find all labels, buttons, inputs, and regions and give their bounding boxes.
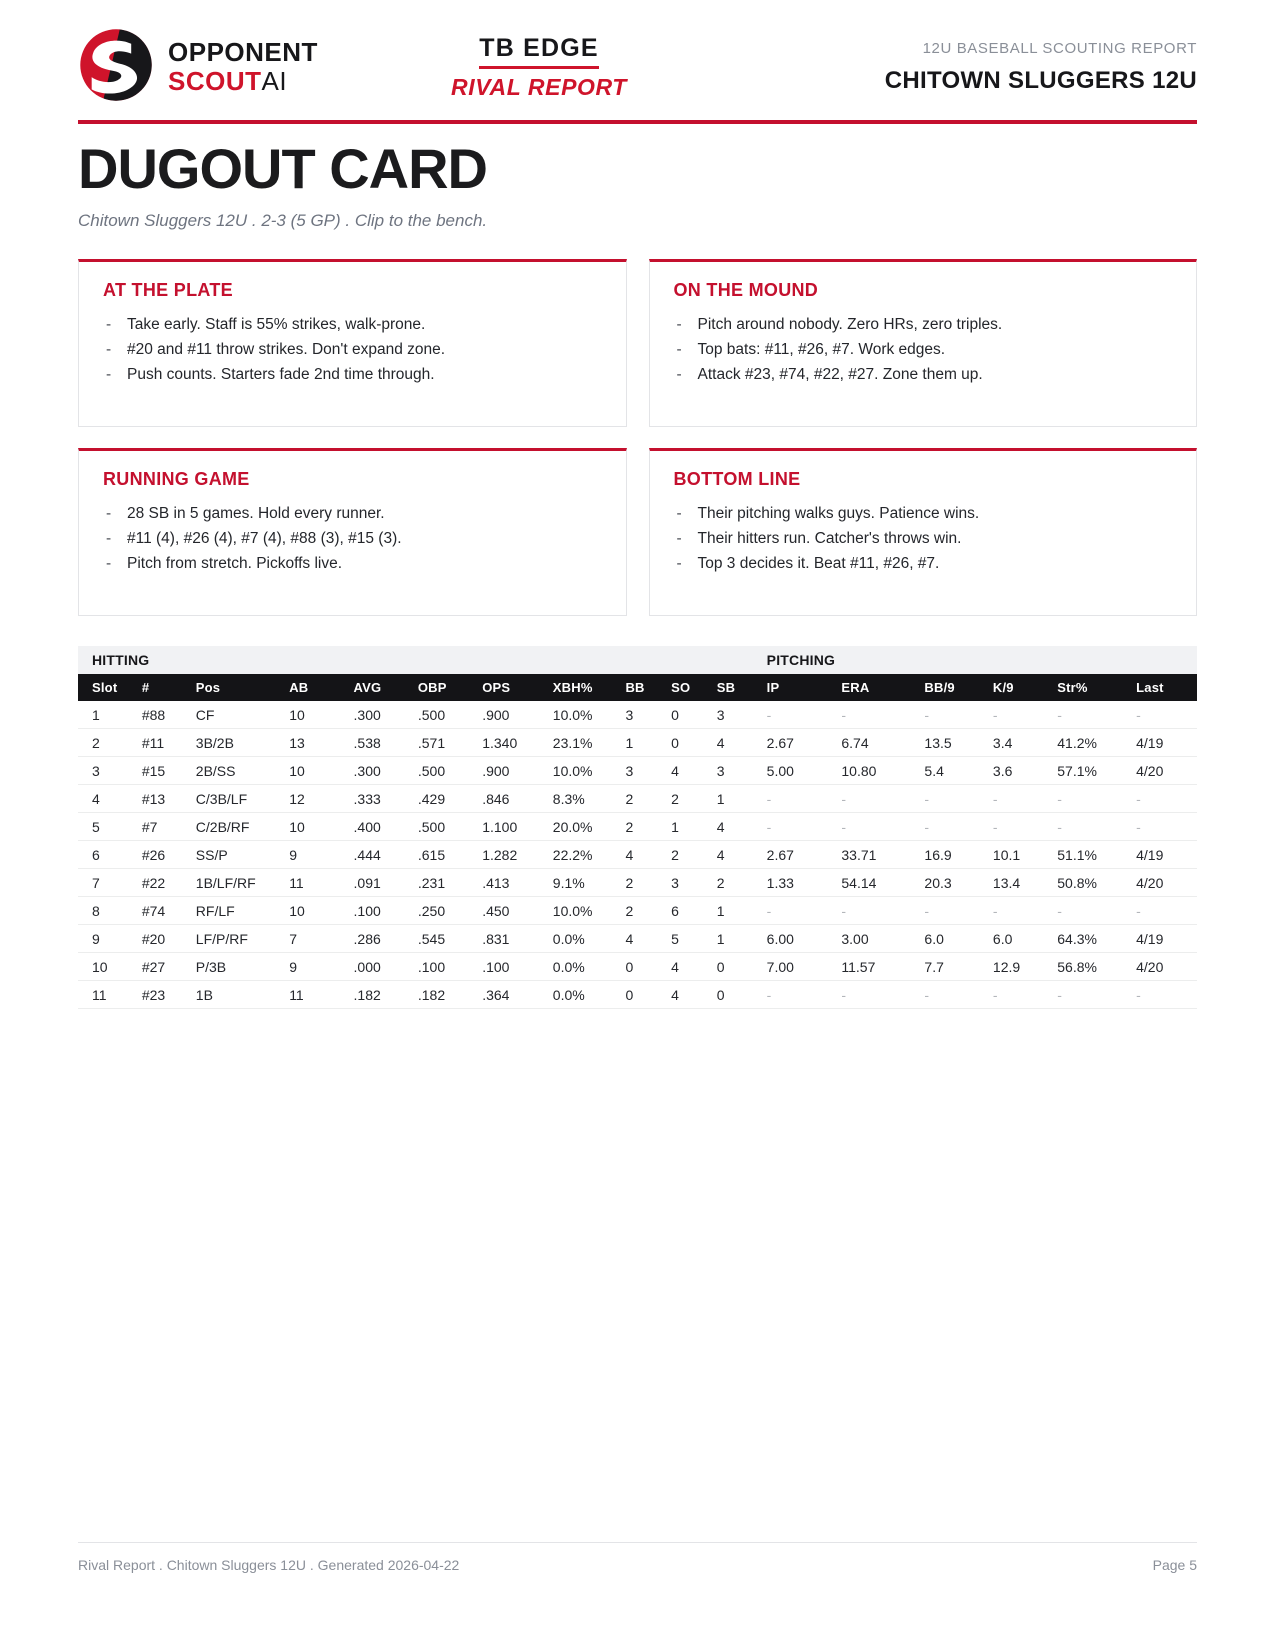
table-cell: 0	[657, 701, 703, 729]
table-cell: #15	[128, 757, 182, 785]
table-cell: 13.4	[979, 869, 1043, 897]
table-row	[78, 701, 1197, 729]
table-cell: .500	[404, 757, 468, 785]
bullet-dash-icon: -	[106, 366, 112, 384]
player-stats-table	[78, 646, 1197, 1010]
list-item-text: #20 and #11 throw strikes. Don't expand zone.	[127, 340, 446, 358]
table-cell: 1	[703, 897, 753, 925]
table-cell: 10	[275, 813, 339, 841]
table-cell: 0	[703, 981, 753, 1009]
table-cell: 4/19	[1122, 841, 1197, 869]
list-item-text: Take early. Staff is 55% strikes, walk-prone.	[127, 315, 426, 333]
table-cell: 56.8%	[1043, 953, 1122, 981]
table-cell: 0.0%	[539, 981, 612, 1009]
table-cell: .545	[404, 925, 468, 953]
table-cell: C/3B/LF	[182, 785, 275, 813]
table-cell: -	[1122, 981, 1197, 1009]
table-cell: 2	[657, 841, 703, 869]
table-cell: .000	[340, 953, 404, 981]
table-column-header-row	[78, 674, 1197, 701]
table-cell: 20.3	[910, 869, 979, 897]
table-cell: 3	[703, 757, 753, 785]
list-item-text: Top bats: #11, #26, #7. Work edges.	[697, 340, 946, 358]
stats-table-wrapper	[78, 646, 1197, 1010]
table-cell: 23.1%	[539, 729, 612, 757]
page-footer	[78, 1542, 1197, 1573]
card-bullet-list	[674, 501, 1175, 576]
table-cell: -	[1043, 897, 1122, 925]
table-cell: 4	[657, 757, 703, 785]
table-cell: -	[1043, 785, 1122, 813]
card-title: BOTTOM LINE	[673, 468, 801, 489]
table-cell: .100	[340, 897, 404, 925]
table-cell: #7	[128, 813, 182, 841]
table-column-header: Str%	[1043, 674, 1122, 701]
table-cell: 1	[703, 925, 753, 953]
card-bullet-list	[674, 312, 1175, 387]
bullet-dash-icon: -	[106, 315, 112, 333]
table-cell: .538	[340, 729, 404, 757]
table-cell: 8	[78, 897, 128, 925]
card-bullet-list	[103, 501, 604, 576]
table-cell: -	[910, 701, 979, 729]
list-item-text: Their pitching walks guys. Patience wins.	[697, 504, 980, 522]
report-team-name: CHITOWN SLUGGERS 12U	[884, 66, 1197, 94]
list-item-text: Pitch from stretch. Pickoffs live.	[127, 555, 343, 573]
card-title: AT THE PLATE	[103, 279, 233, 300]
table-cell: 5.00	[753, 757, 828, 785]
table-cell: 54.14	[827, 869, 910, 897]
table-column-header: Slot	[78, 674, 128, 701]
table-cell: 5.4	[910, 757, 979, 785]
table-cell: -	[910, 897, 979, 925]
table-cell: #11	[128, 729, 182, 757]
card-on-the-mound	[649, 259, 1198, 427]
table-cell: 3	[657, 869, 703, 897]
table-row	[78, 897, 1197, 925]
table-row	[78, 953, 1197, 981]
list-item-text: Attack #23, #74, #22, #27. Zone them up.	[697, 366, 983, 384]
brand-lockup	[78, 27, 408, 103]
table-cell: #74	[128, 897, 182, 925]
list-item	[103, 526, 604, 551]
table-cell: 2B/SS	[182, 757, 275, 785]
table-cell: 10	[275, 897, 339, 925]
table-cell: 1	[703, 785, 753, 813]
table-cell: 2	[611, 785, 657, 813]
table-cell: 4/19	[1122, 729, 1197, 757]
bullet-dash-icon: -	[106, 504, 112, 522]
table-row	[78, 729, 1197, 757]
list-item-text: Top 3 decides it. Beat #11, #26, #7.	[697, 555, 940, 573]
table-cell: 57.1%	[1043, 757, 1122, 785]
table-cell: .231	[404, 869, 468, 897]
table-cell: 11	[275, 869, 339, 897]
list-item	[674, 551, 1175, 576]
header-report-info	[670, 36, 1197, 95]
table-cell: #23	[128, 981, 182, 1009]
table-column-header: Pos	[182, 674, 275, 701]
table-cell: 1B/LF/RF	[182, 869, 275, 897]
table-group-header: HITTING	[78, 646, 753, 674]
table-cell: 6	[657, 897, 703, 925]
table-row	[78, 925, 1197, 953]
edge-subtitle: RIVAL REPORT	[451, 73, 627, 100]
table-cell: LF/P/RF	[182, 925, 275, 953]
table-cell: -	[1122, 785, 1197, 813]
list-item	[103, 312, 604, 337]
table-cell: 10.0%	[539, 897, 612, 925]
edge-title: TB EDGE	[479, 34, 599, 69]
table-cell: RF/LF	[182, 897, 275, 925]
table-column-header: SB	[703, 674, 753, 701]
table-cell: 0	[703, 953, 753, 981]
table-cell: -	[827, 897, 910, 925]
table-cell: 2	[78, 729, 128, 757]
table-cell: 10.0%	[539, 701, 612, 729]
table-cell: .500	[404, 813, 468, 841]
table-cell: .182	[340, 981, 404, 1009]
table-cell: -	[1043, 813, 1122, 841]
list-item	[674, 312, 1175, 337]
table-cell: .900	[468, 757, 539, 785]
edge-block	[408, 30, 670, 101]
list-item-text: 28 SB in 5 games. Hold every runner.	[127, 504, 385, 522]
table-cell: 3B/2B	[182, 729, 275, 757]
table-cell: 2	[611, 813, 657, 841]
table-cell: -	[753, 897, 828, 925]
table-cell: .900	[468, 701, 539, 729]
table-cell: .846	[468, 785, 539, 813]
table-cell: SS/P	[182, 841, 275, 869]
table-cell: 1.282	[468, 841, 539, 869]
table-cell: -	[827, 813, 910, 841]
table-cell: -	[753, 981, 828, 1009]
table-cell: -	[827, 981, 910, 1009]
table-cell: 9	[275, 841, 339, 869]
table-cell: 6.0	[979, 925, 1043, 953]
table-cell: 2	[657, 785, 703, 813]
bullet-dash-icon: -	[676, 504, 682, 522]
masthead	[78, 0, 1197, 108]
table-cell: -	[910, 813, 979, 841]
table-cell: 2.67	[753, 841, 828, 869]
table-cell: -	[979, 701, 1043, 729]
table-cell: 50.8%	[1043, 869, 1122, 897]
list-item	[103, 501, 604, 526]
table-cell: #26	[128, 841, 182, 869]
table-cell: P/3B	[182, 953, 275, 981]
table-group-header: PITCHING	[753, 646, 1197, 674]
table-cell: 4/20	[1122, 757, 1197, 785]
brand-line-opponent: OPPONENT	[168, 36, 318, 67]
table-cell: .300	[340, 701, 404, 729]
table-cell: .615	[404, 841, 468, 869]
table-row	[78, 869, 1197, 897]
table-cell: 4	[703, 729, 753, 757]
table-cell: -	[827, 701, 910, 729]
table-cell: 10	[275, 701, 339, 729]
table-cell: 10.0%	[539, 757, 612, 785]
card-bullet-list	[103, 312, 604, 387]
table-cell: 4	[657, 981, 703, 1009]
table-cell: 3	[78, 757, 128, 785]
table-cell: #88	[128, 701, 182, 729]
table-cell: .500	[404, 701, 468, 729]
list-item-text: Pitch around nobody. Zero HRs, zero triples.	[697, 315, 1003, 333]
table-cell: 9	[275, 953, 339, 981]
table-cell: 10.1	[979, 841, 1043, 869]
table-cell: 6	[78, 841, 128, 869]
table-cell: .400	[340, 813, 404, 841]
bullet-dash-icon: -	[676, 366, 682, 384]
table-cell: 4/20	[1122, 953, 1197, 981]
table-cell: .100	[404, 953, 468, 981]
table-cell: -	[753, 813, 828, 841]
table-cell: .450	[468, 897, 539, 925]
table-cell: 13	[275, 729, 339, 757]
table-cell: 3	[703, 701, 753, 729]
table-cell: #20	[128, 925, 182, 953]
table-column-header: ERA	[827, 674, 910, 701]
list-item-text: Their hitters run. Catcher's throws win.	[697, 529, 962, 547]
list-item	[674, 362, 1175, 387]
table-cell: 41.2%	[1043, 729, 1122, 757]
table-row	[78, 981, 1197, 1009]
table-cell: 4/20	[1122, 869, 1197, 897]
table-cell: #13	[128, 785, 182, 813]
list-item	[674, 526, 1175, 551]
table-cell: 1	[611, 729, 657, 757]
bullet-dash-icon: -	[676, 529, 682, 547]
table-cell: 5	[78, 813, 128, 841]
table-row	[78, 841, 1197, 869]
table-cell: -	[910, 981, 979, 1009]
table-row	[78, 785, 1197, 813]
table-cell: 4/19	[1122, 925, 1197, 953]
table-cell: C/2B/RF	[182, 813, 275, 841]
table-cell: .300	[340, 757, 404, 785]
table-cell: #22	[128, 869, 182, 897]
card-title: RUNNING GAME	[103, 468, 250, 489]
table-cell: 6.74	[827, 729, 910, 757]
table-cell: 0	[657, 729, 703, 757]
table-cell: 4	[78, 785, 128, 813]
footer-left-text: Rival Report . Chitown Sluggers 12U . Generated 2026-04-22	[78, 1557, 460, 1573]
table-column-header: SO	[657, 674, 703, 701]
card-bottom-line	[649, 448, 1198, 616]
table-cell: 7.00	[753, 953, 828, 981]
table-cell: 6.00	[753, 925, 828, 953]
table-cell: 16.9	[910, 841, 979, 869]
table-column-header: XBH%	[539, 674, 612, 701]
table-cell: 0	[611, 953, 657, 981]
table-cell: 5	[657, 925, 703, 953]
table-cell: .250	[404, 897, 468, 925]
card-running-game	[78, 448, 627, 616]
brand-wordmark	[168, 37, 318, 94]
table-cell: 8.3%	[539, 785, 612, 813]
table-cell: .831	[468, 925, 539, 953]
bullet-dash-icon: -	[106, 529, 112, 547]
table-cell: -	[1043, 981, 1122, 1009]
table-cell: -	[1122, 897, 1197, 925]
table-cell: 7	[275, 925, 339, 953]
brand-line-scout: SCOUTAI	[168, 65, 288, 96]
table-cell: .364	[468, 981, 539, 1009]
report-kicker: 12U BASEBALL SCOUTING REPORT	[922, 39, 1197, 57]
table-cell: 4	[611, 841, 657, 869]
table-column-header: AVG	[340, 674, 404, 701]
table-column-header: BB	[611, 674, 657, 701]
table-cell: 1B	[182, 981, 275, 1009]
table-column-header: OPS	[468, 674, 539, 701]
list-item-text: #11 (4), #26 (4), #7 (4), #88 (3), #15 (3).	[127, 529, 402, 547]
bullet-dash-icon: -	[676, 315, 682, 333]
table-column-header: OBP	[404, 674, 468, 701]
table-cell: 9	[78, 925, 128, 953]
table-cell: .333	[340, 785, 404, 813]
table-cell: 4	[703, 841, 753, 869]
table-cell: 2.67	[753, 729, 828, 757]
opponent-scout-logo-icon	[78, 27, 154, 103]
bullet-dash-icon: -	[106, 555, 112, 573]
table-cell: 1.33	[753, 869, 828, 897]
table-cell: -	[1122, 813, 1197, 841]
table-cell: 11	[78, 981, 128, 1009]
table-cell: 13.5	[910, 729, 979, 757]
table-cell: 3.4	[979, 729, 1043, 757]
table-column-header: K/9	[979, 674, 1043, 701]
table-cell: 4	[657, 953, 703, 981]
list-item	[674, 337, 1175, 362]
table-cell: .100	[468, 953, 539, 981]
table-cell: -	[979, 785, 1043, 813]
table-cell: .571	[404, 729, 468, 757]
table-cell: .091	[340, 869, 404, 897]
table-cell: 10	[78, 953, 128, 981]
table-cell: .286	[340, 925, 404, 953]
page-title: DUGOUT CARD	[78, 137, 487, 200]
card-at-the-plate	[78, 259, 627, 427]
table-cell: #27	[128, 953, 182, 981]
table-row	[78, 813, 1197, 841]
table-cell: 11	[275, 981, 339, 1009]
title-zone	[78, 124, 1197, 231]
table-cell: 12	[275, 785, 339, 813]
table-cell: 1	[78, 701, 128, 729]
list-item-text: Push counts. Starters fade 2nd time through.	[127, 366, 435, 384]
footer-page-number: Page 5	[1152, 1557, 1197, 1573]
table-cell: 3	[611, 701, 657, 729]
table-cell: 3.6	[979, 757, 1043, 785]
table-cell: 7.7	[910, 953, 979, 981]
table-column-header: IP	[753, 674, 828, 701]
table-cell: -	[910, 785, 979, 813]
table-column-header: Last	[1122, 674, 1197, 701]
table-row	[78, 757, 1197, 785]
table-cell: -	[753, 701, 828, 729]
table-cell: 11.57	[827, 953, 910, 981]
table-cell: 3.00	[827, 925, 910, 953]
table-cell: 2	[611, 869, 657, 897]
table-cell: 1.340	[468, 729, 539, 757]
table-cell: 1.100	[468, 813, 539, 841]
table-cell: 20.0%	[539, 813, 612, 841]
table-cell: -	[979, 813, 1043, 841]
table-column-header: AB	[275, 674, 339, 701]
table-cell: -	[1122, 701, 1197, 729]
table-cell: 51.1%	[1043, 841, 1122, 869]
table-group-header-row	[78, 646, 1197, 674]
table-cell: 12.9	[979, 953, 1043, 981]
bullet-dash-icon: -	[676, 340, 682, 358]
table-cell: CF	[182, 701, 275, 729]
table-cell: .413	[468, 869, 539, 897]
table-column-header: BB/9	[910, 674, 979, 701]
table-cell: -	[753, 785, 828, 813]
table-cell: 10.80	[827, 757, 910, 785]
list-item	[674, 501, 1175, 526]
card-title: ON THE MOUND	[673, 279, 819, 300]
table-cell: -	[979, 981, 1043, 1009]
insight-card-grid	[78, 259, 1197, 616]
table-cell: 7	[78, 869, 128, 897]
table-body	[78, 701, 1197, 1009]
table-cell: -	[979, 897, 1043, 925]
table-cell: .444	[340, 841, 404, 869]
table-cell: 10	[275, 757, 339, 785]
table-cell: 22.2%	[539, 841, 612, 869]
table-cell: 0	[611, 981, 657, 1009]
table-cell: -	[1043, 701, 1122, 729]
table-cell: 3	[611, 757, 657, 785]
table-cell: 6.0	[910, 925, 979, 953]
table-cell: 0.0%	[539, 925, 612, 953]
page-subtitle: Chitown Sluggers 12U . 2-3 (5 GP) . Clip to the bench.	[78, 210, 488, 230]
table-cell: .429	[404, 785, 468, 813]
table-cell: 0.0%	[539, 953, 612, 981]
table-cell: -	[827, 785, 910, 813]
table-head	[78, 646, 1197, 701]
table-cell: 1	[657, 813, 703, 841]
table-cell: 4	[703, 813, 753, 841]
bullet-dash-icon: -	[106, 340, 112, 358]
table-cell: .182	[404, 981, 468, 1009]
table-cell: 4	[611, 925, 657, 953]
table-cell: 64.3%	[1043, 925, 1122, 953]
table-cell: 2	[703, 869, 753, 897]
table-column-header: #	[128, 674, 182, 701]
brand-ai-suffix: AI	[261, 65, 288, 96]
list-item	[103, 551, 604, 576]
list-item	[103, 362, 604, 387]
table-cell: 33.71	[827, 841, 910, 869]
table-cell: 2	[611, 897, 657, 925]
table-cell: 9.1%	[539, 869, 612, 897]
list-item	[103, 337, 604, 362]
bullet-dash-icon: -	[676, 555, 682, 573]
